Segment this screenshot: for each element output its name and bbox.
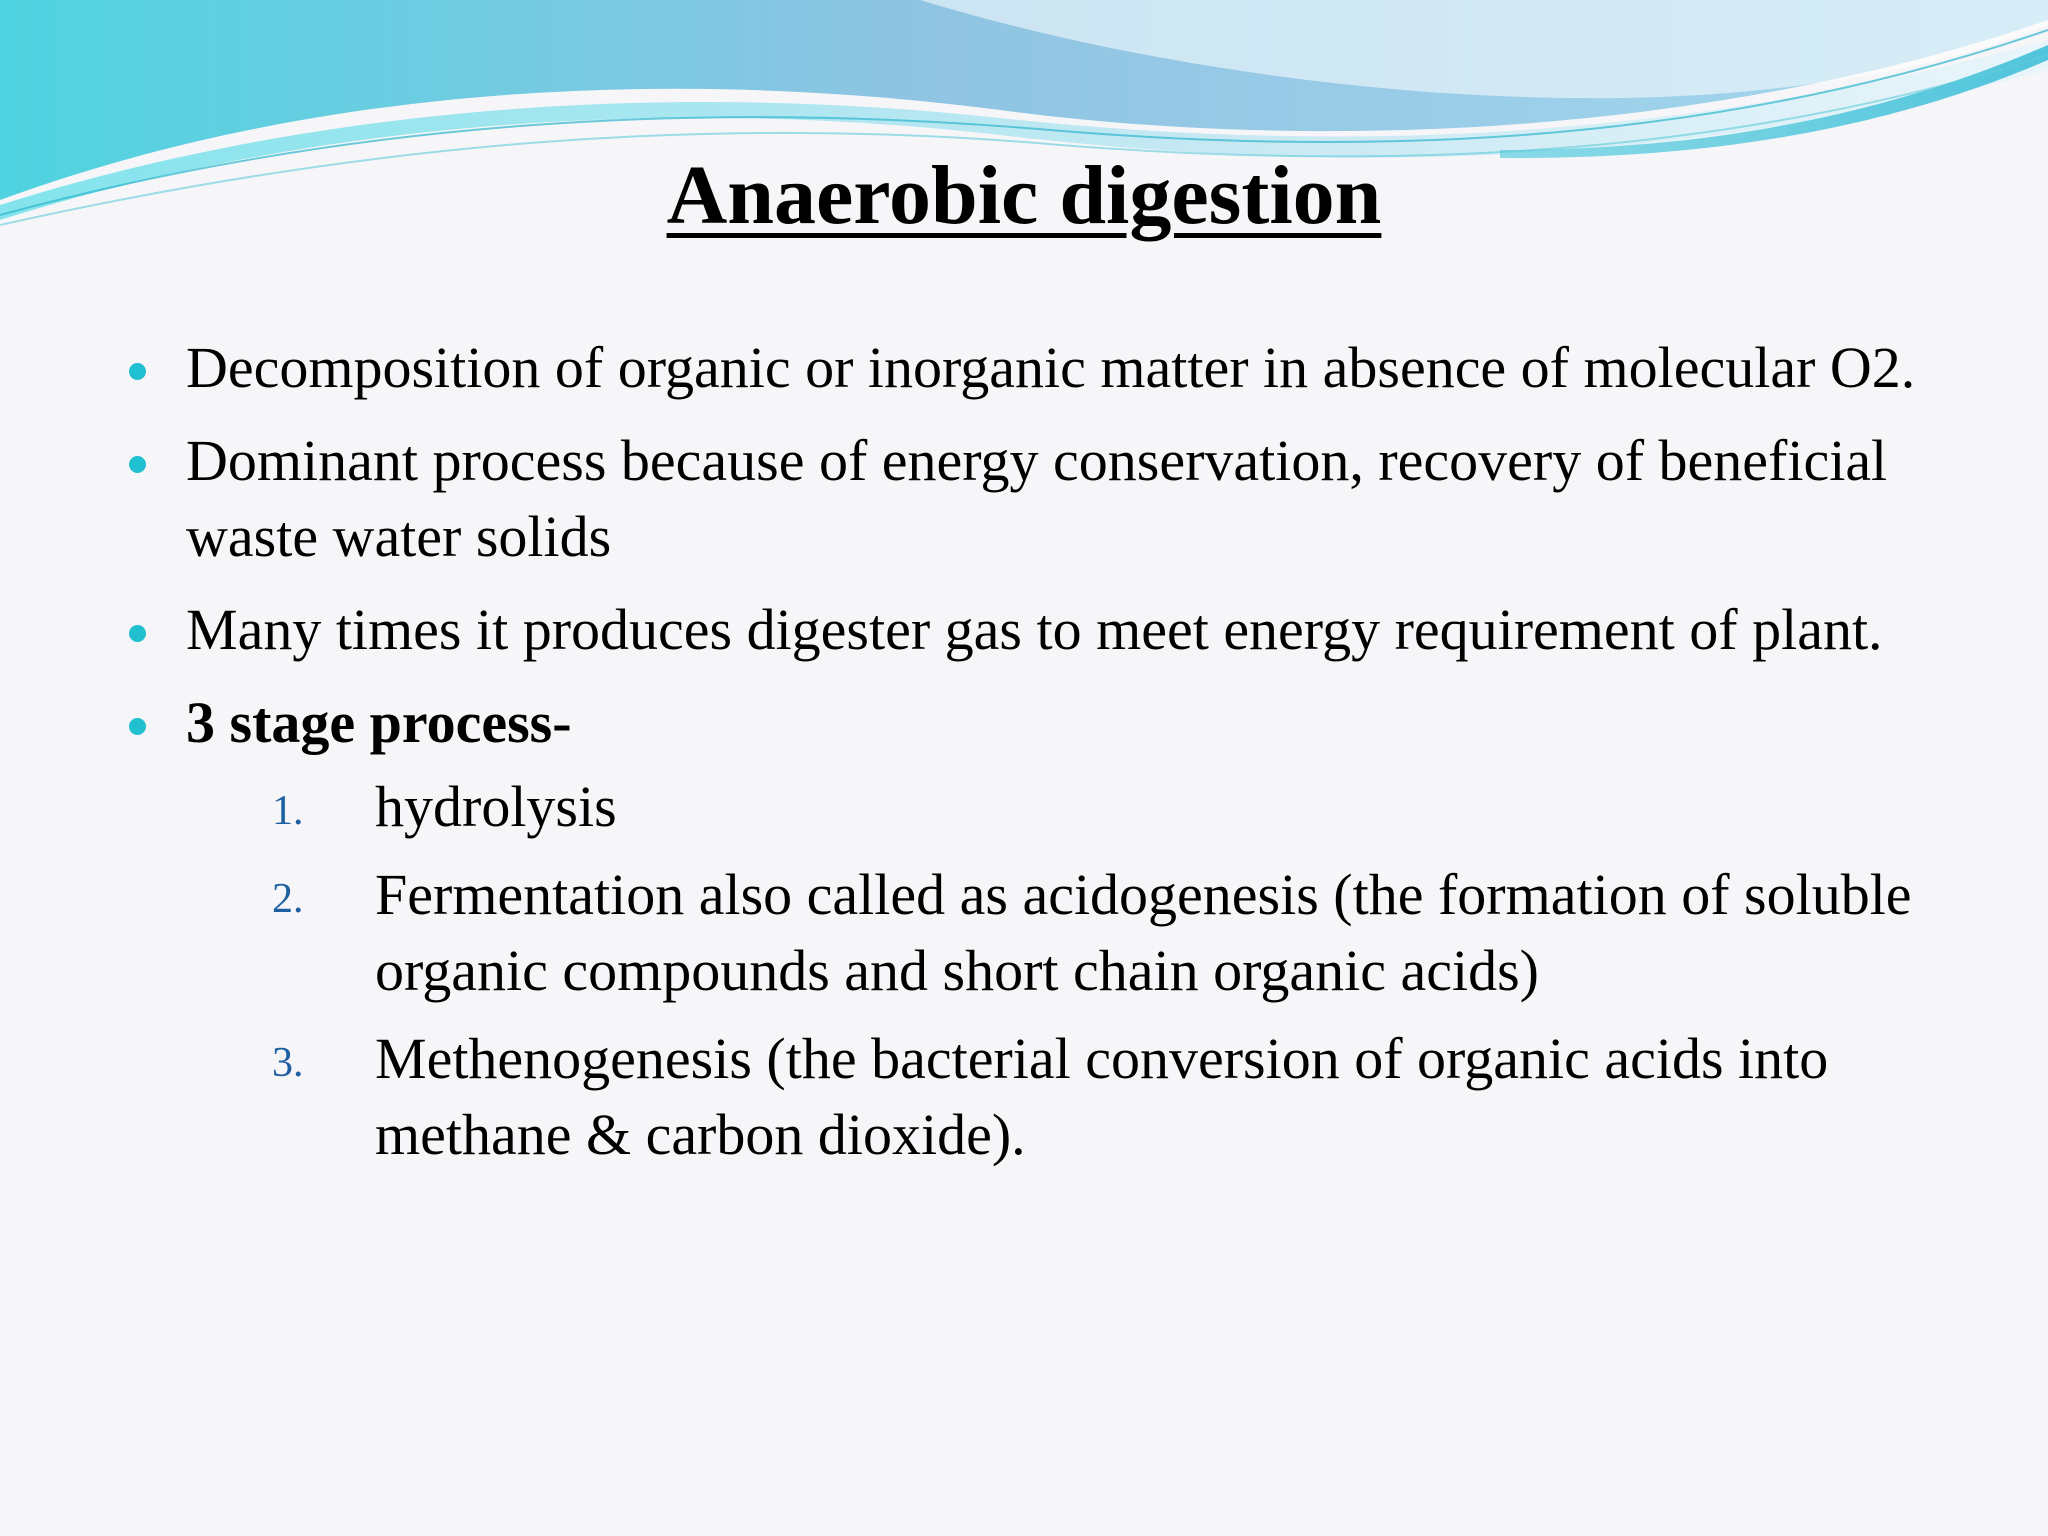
bullet-item [125,592,1925,668]
bullet-dot-icon [129,363,146,380]
bullet-item [125,423,1925,575]
stage-number: 3. [272,1040,304,1086]
slide-title: Anaerobic digestion [666,149,1382,242]
stage-text: hydrolysis [375,774,617,839]
bullet-item [125,685,1925,1173]
bullet-text: Dominant process because of energy conservation, recovery of beneficial waste water solids [186,428,1888,569]
stage-item [272,1021,1912,1173]
bullet-text: Decomposition of organic or inorganic matter in absence of molecular O2. [186,335,1916,400]
stage-text: Fermentation also called as acidogenesis (the formation of soluble organic compounds and short chain organic acids) [375,862,1912,1003]
bullet-dot-icon [129,718,146,735]
bullet-list [125,330,1925,1190]
bullet-dot-icon [129,456,146,473]
stage-list [272,769,1912,1173]
bullet-dot-icon [129,625,146,642]
stage-text: Methenogenesis (the bacterial conversion of organic acids into methane & carbon dioxide). [375,1026,1829,1167]
stage-number: 1. [272,788,304,834]
stage-number: 2. [272,876,304,922]
stage-item [272,857,1912,1009]
stage-item [272,769,1912,845]
bullet-text: 3 stage process- [186,690,572,755]
bullet-text: Many times it produces digester gas to meet energy requirement of plant. [186,597,1883,662]
bullet-item [125,330,1925,406]
